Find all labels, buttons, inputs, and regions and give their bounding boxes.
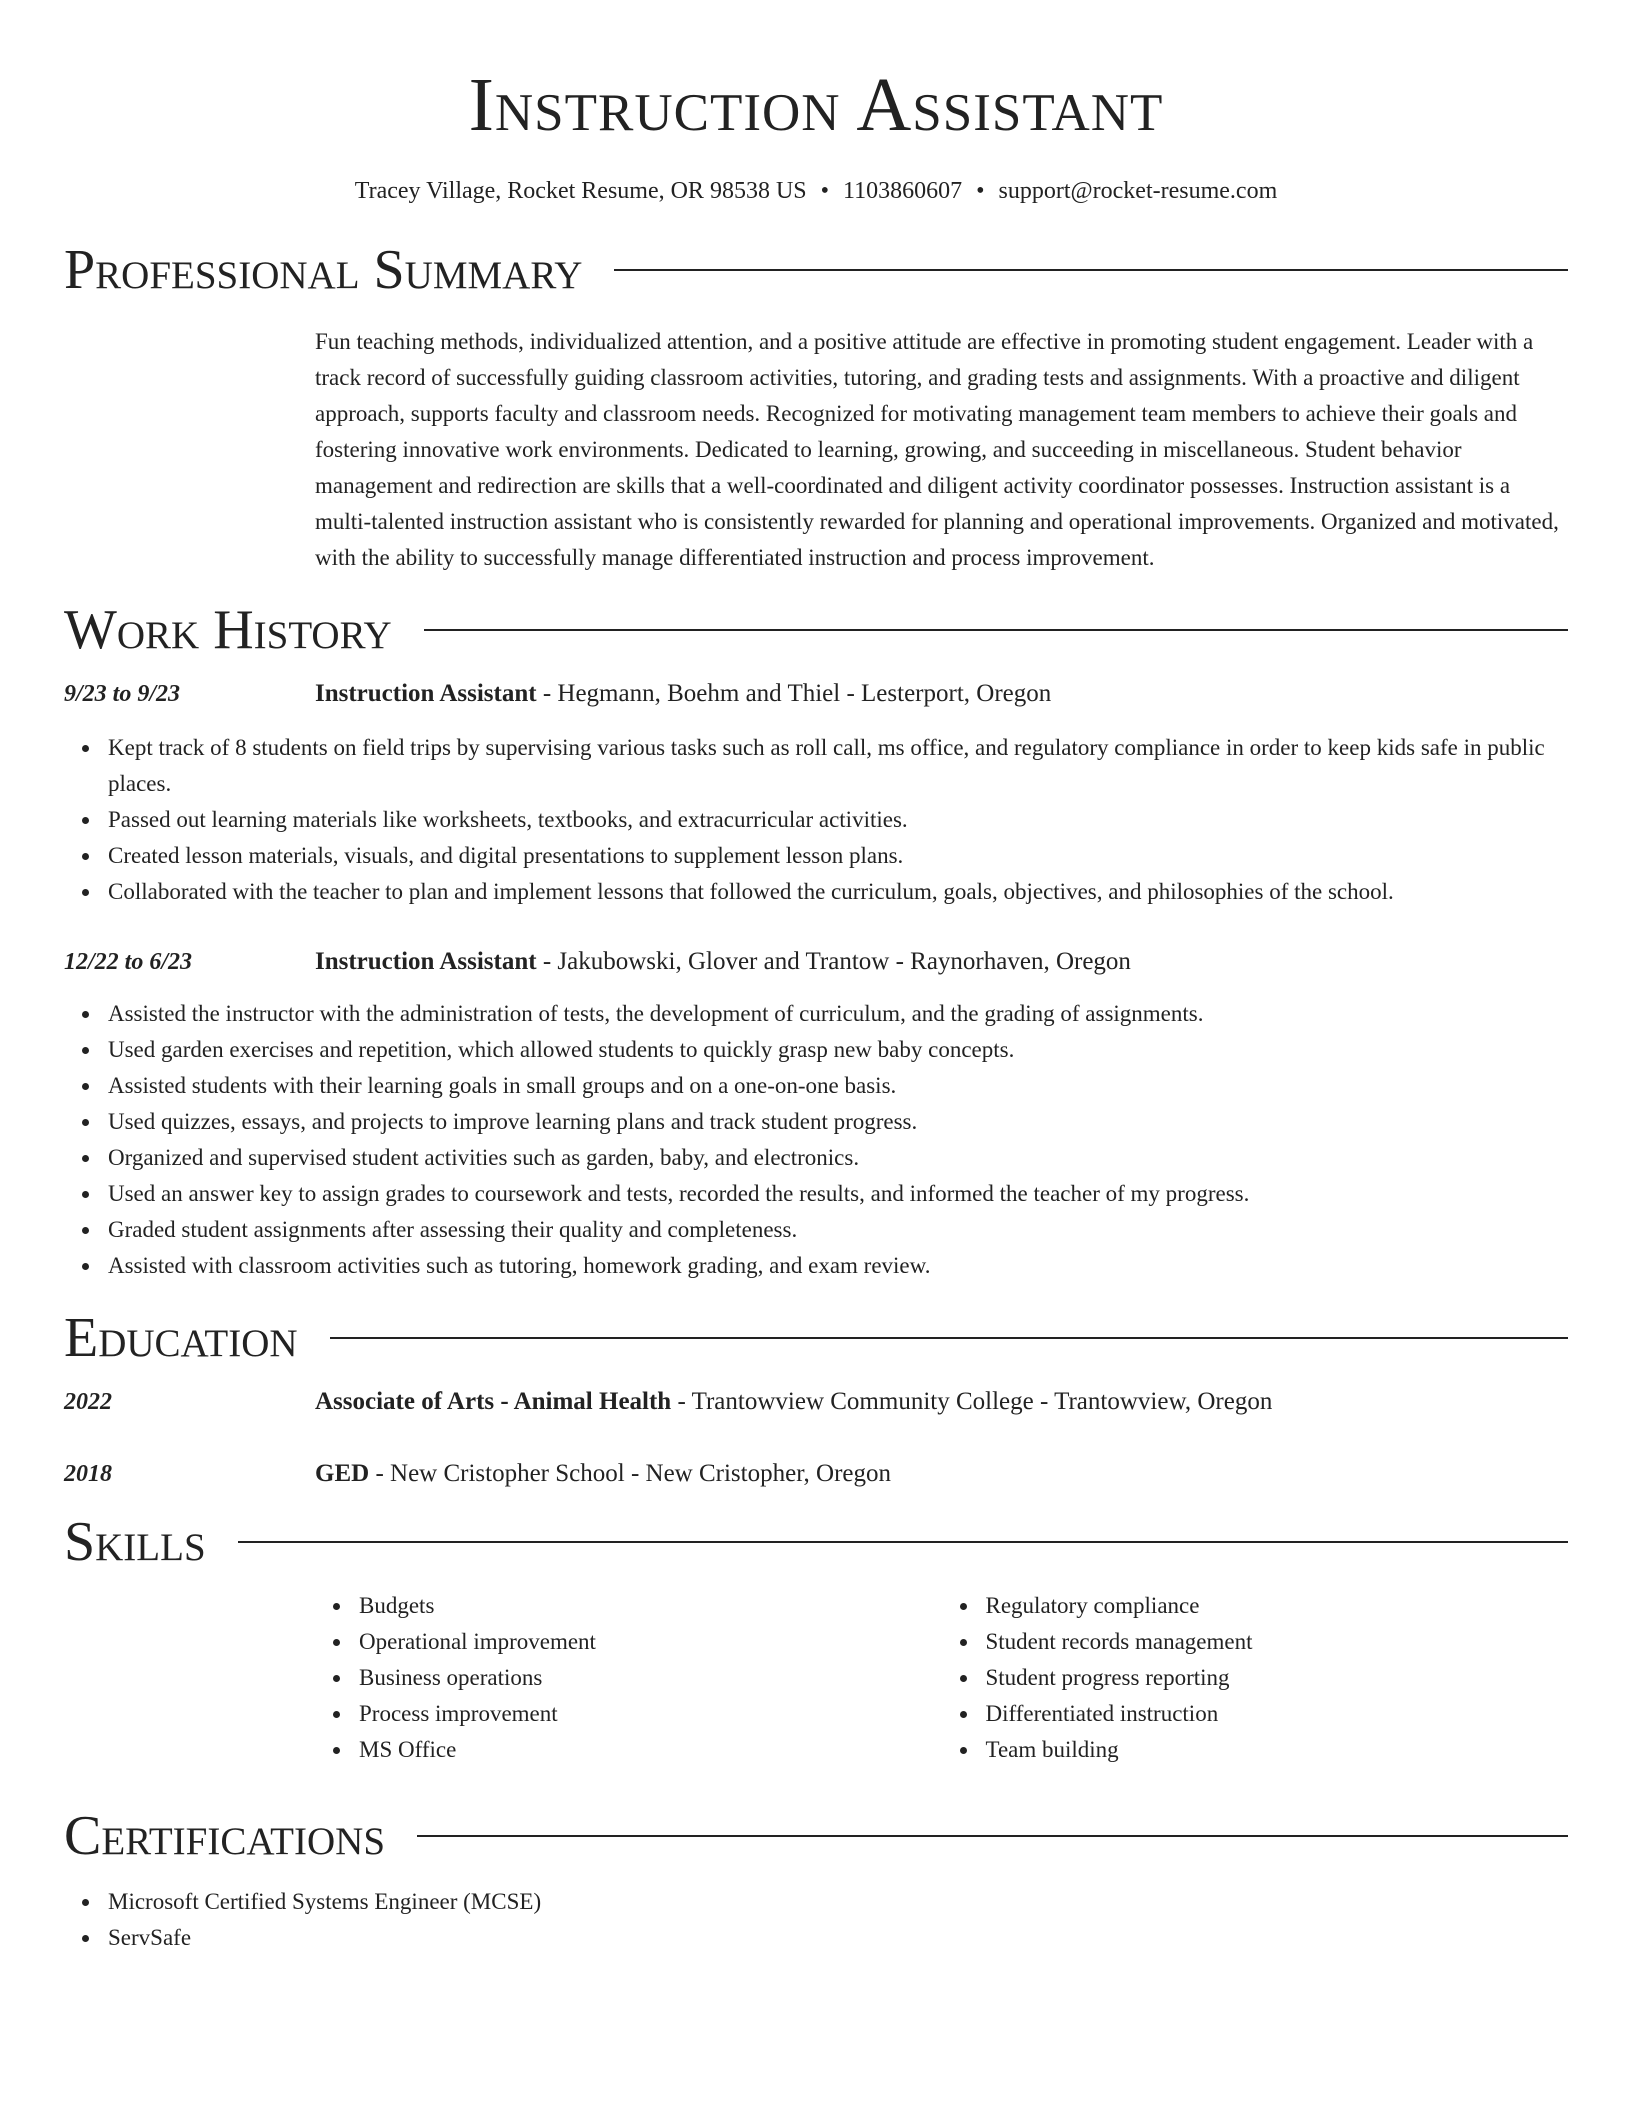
job-bullet: Organized and supervised student activities such as garden, baby, and electronics. — [108, 1140, 1568, 1176]
job-title: Instruction Assistant — [315, 948, 537, 975]
skills-column-right — [942, 1588, 1569, 1768]
resume-page — [64, 0, 1568, 1956]
certification-item: ServSafe — [108, 1920, 1568, 1956]
education-section-header — [64, 1306, 1568, 1370]
skills-section-header — [64, 1510, 1568, 1574]
job-bullets — [64, 996, 1568, 1284]
education-entry — [64, 1456, 1568, 1492]
skill-item: MS Office — [359, 1732, 942, 1768]
job-bullet: Used an answer key to assign grades to coursework and tests, recorded the results, and informed the teacher of my progress. — [108, 1176, 1568, 1212]
skill-item: Process improvement — [359, 1696, 942, 1732]
skill-item: Student progress reporting — [986, 1660, 1569, 1696]
resume-name: Instruction Assistant — [468, 63, 1164, 147]
education-line — [315, 1384, 1272, 1420]
education-line — [315, 1456, 891, 1492]
job-employer: - Jakubowski, Glover and Trantow - Raynorhaven, Oregon — [536, 948, 1131, 975]
job-bullet: Used quizzes, essays, and projects to improve learning plans and track student progress. — [108, 1104, 1568, 1140]
contact-line — [64, 176, 1568, 206]
education-year: 2018 — [64, 1461, 112, 1487]
work-heading: Work History — [64, 599, 392, 661]
section-divider — [238, 1541, 1568, 1543]
skill-item: Student records management — [986, 1624, 1569, 1660]
job-bullet: Collaborated with the teacher to plan and implement lessons that followed the curriculum, goals, objectives, and philosophies of the school. — [108, 874, 1568, 910]
job-bullets — [64, 730, 1568, 910]
job-bullet: Used garden exercises and repetition, which allowed students to quickly grasp new baby concepts. — [108, 1032, 1568, 1068]
job-entry — [64, 944, 1568, 1284]
contact-phone: 1103860607 — [843, 178, 963, 204]
job-bullet: Created lesson materials, visuals, and digital presentations to supplement lesson plans. — [108, 838, 1568, 874]
summary-heading: Professional Summary — [64, 239, 583, 301]
job-header — [64, 944, 1568, 980]
certifications-section-header — [64, 1804, 1568, 1868]
job-bullet: Assisted students with their learning goals in small groups and on a one-on-one basis. — [108, 1068, 1568, 1104]
education-school: - Trantowview Community College - Trantowview, Oregon — [671, 1388, 1273, 1415]
section-divider — [417, 1835, 1568, 1837]
summary-section-header — [64, 238, 1568, 302]
skill-item: Business operations — [359, 1660, 942, 1696]
education-year: 2022 — [64, 1389, 112, 1415]
skills-list — [315, 1588, 1568, 1768]
section-divider — [614, 269, 1568, 271]
certifications-list — [64, 1884, 1568, 1956]
skills-heading: Skills — [64, 1511, 206, 1573]
education-entry — [64, 1384, 1568, 1420]
skill-item: Team building — [986, 1732, 1569, 1768]
certification-item: Microsoft Certified Systems Engineer (MCSE) — [108, 1884, 1568, 1920]
certifications-heading: Certifications — [64, 1805, 386, 1867]
skill-item: Budgets — [359, 1588, 942, 1624]
skill-item: Regulatory compliance — [986, 1588, 1569, 1624]
section-divider — [330, 1337, 1568, 1339]
job-title: Instruction Assistant — [315, 680, 537, 707]
skill-item: Differentiated instruction — [986, 1696, 1569, 1732]
job-title-line — [315, 676, 1051, 712]
contact-email: support@rocket-resume.com — [998, 178, 1278, 204]
education-school: - New Cristopher School - New Cristopher, Oregon — [369, 1460, 892, 1487]
job-bullet: Kept track of 8 students on field trips by supervising various tasks such as roll call, ms office, and regulatory compliance in order to keep kids safe in public places. — [108, 730, 1568, 802]
contact-separator: • — [820, 178, 830, 204]
job-bullet: Assisted with classroom activities such as tutoring, homework grading, and exam review. — [108, 1248, 1568, 1284]
job-title-line — [315, 944, 1131, 980]
job-bullet: Passed out learning materials like worksheets, textbooks, and extracurricular activities. — [108, 802, 1568, 838]
skills-column-left — [315, 1588, 942, 1768]
work-section-header — [64, 598, 1568, 662]
contact-address: Tracey Village, Rocket Resume, OR 98538 US — [354, 178, 807, 204]
job-employer: - Hegmann, Boehm and Thiel - Lesterport, Oregon — [536, 680, 1052, 707]
education-degree: GED — [315, 1460, 370, 1487]
summary-text: Fun teaching methods, individualized attention, and a positive attitude are effective in promoting student engagement. Leader with a track record of successfully guiding classroom activities, tutoring, and grading tests and assignments. With a proactive and diligent approach, supports faculty and classroom needs. Recognized for motivating management team members to achieve their goals and fostering innovative work environments. Dedicated to learning, growing, and succeeding in miscellaneous. Student behavior management and redirection are skills that a well-coordinated and diligent activity coordinator possesses. Instruction assistant is a multi-talented instruction assistant who is consistently rewarded for planning and operational improvements. Organized and motivated, with the ability to successfully manage differentiated instruction and process improvement. — [315, 329, 1559, 570]
skill-item: Operational improvement — [359, 1624, 942, 1660]
contact-separator: • — [976, 178, 985, 204]
job-dates: 12/22 to 6/23 — [64, 949, 193, 975]
education-degree: Associate of Arts - Animal Health — [315, 1388, 672, 1415]
section-divider — [424, 629, 1568, 631]
job-header — [64, 676, 1568, 712]
job-dates: 9/23 to 9/23 — [64, 681, 181, 707]
education-heading: Education — [64, 1307, 298, 1369]
job-bullet: Assisted the instructor with the administration of tests, the development of curriculum, and the grading of assignments. — [108, 996, 1568, 1032]
job-entry — [64, 676, 1568, 910]
job-bullet: Graded student assignments after assessing their quality and completeness. — [108, 1212, 1568, 1248]
